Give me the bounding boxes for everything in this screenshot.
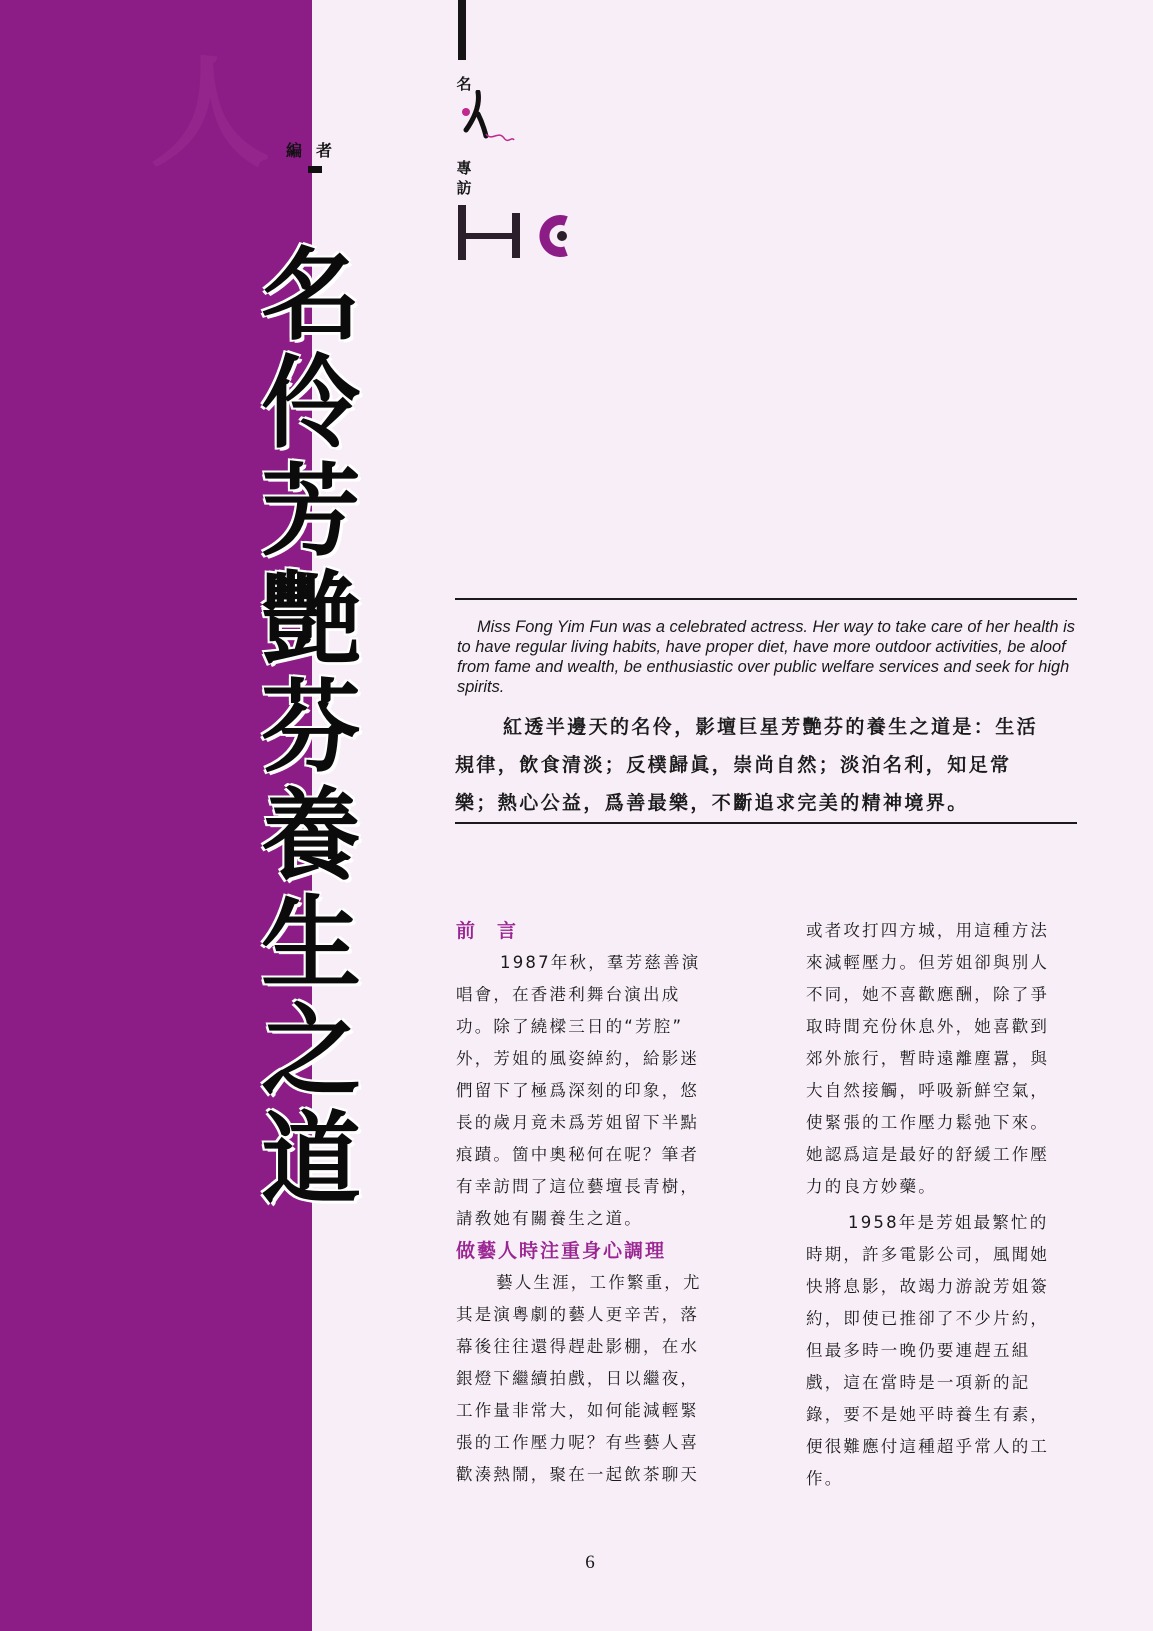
section-heading-intro: 前言 xyxy=(456,920,539,942)
logo-char-3: 專 xyxy=(456,159,472,177)
title-char: 養 xyxy=(261,777,361,894)
title-char: 道 xyxy=(261,1101,361,1218)
abstract-english: Miss Fong Yim Fun was a celebrated actress. Her way to take care of her health is to have regular living habits, have proper diet, have more outdoor activities, be aloof from fame and wealth, be enthusiastic over public welfare services and seek for high spirits. xyxy=(457,618,1075,696)
abstract-line: 樂；熱心公益，爲善最樂，不斷追求完美的精神境界。 xyxy=(455,792,969,814)
editor-label: 編者 xyxy=(286,141,347,160)
body-line: 功。除了繞樑三日的“芳腔” xyxy=(456,1017,684,1036)
person-icon xyxy=(460,90,516,150)
body-line: 唱會，在香港利舞台演出成 xyxy=(456,985,681,1004)
body-line: 或者攻打四方城，用這種方法 xyxy=(806,921,1050,940)
article-title xyxy=(246,237,376,1218)
body-line: 戲，這在當時是一項新的記 xyxy=(806,1373,1031,1392)
body-line: 張的工作壓力呢？有些藝人喜 xyxy=(456,1433,700,1452)
body-line: 銀燈下繼續拍戲，日以繼夜， xyxy=(456,1369,700,1388)
logo-char-1: 名 xyxy=(456,75,472,93)
body-line: 錄，要不是她平時養生有素， xyxy=(806,1405,1050,1424)
body-line: 工作量非常大，如何能減輕緊 xyxy=(456,1401,700,1420)
body-line: 幕後往往還得趕赴影棚，在水 xyxy=(456,1337,700,1356)
title-char: 名 xyxy=(261,237,361,354)
body-line: 便很難應付這種超乎常人的工 xyxy=(806,1437,1050,1456)
body-line: 1958年是芳姐最繁忙的 xyxy=(848,1213,1049,1232)
abstract-line: 規律，飲食清淡；反樸歸眞，崇尚自然；淡泊名利，知足常 xyxy=(455,754,1012,776)
body-line: 們留下了極爲深刻的印象，悠 xyxy=(456,1081,700,1100)
body-line: 但最多時一晚仍要連趕五組 xyxy=(806,1341,1031,1360)
body-line: 約，即使已推卻了不少片約， xyxy=(806,1309,1050,1328)
body-line: 郊外旅行，暫時遠離塵囂，與 xyxy=(806,1049,1050,1068)
abstract-rule-bottom xyxy=(455,822,1077,824)
body-line: 快將息影，故竭力游說芳姐簽 xyxy=(806,1277,1050,1296)
body-line: 來減輕壓力。但芳姐卻與別人 xyxy=(806,953,1050,972)
column-logo xyxy=(456,0,586,270)
abstract-rule-top xyxy=(455,598,1077,600)
body-line: 1987年秋，羣芳慈善演 xyxy=(500,953,701,972)
body-line: 時期，許多電影公司，風聞她 xyxy=(806,1245,1050,1264)
title-char: 伶 xyxy=(261,345,361,462)
title-char: 芬 xyxy=(261,669,361,786)
logo-char-4: 訪 xyxy=(456,179,472,197)
abstract-line: 紅透半邊天的名伶，影壇巨星芳艷芬的養生之道是：生活 xyxy=(503,716,1039,738)
title-char: 生 xyxy=(261,885,361,1002)
body-column-right xyxy=(806,915,1088,1495)
body-line: 外，芳姐的風姿綽約，給影迷 xyxy=(456,1049,700,1068)
body-line: 有幸訪問了這位藝壇長青樹， xyxy=(456,1177,700,1196)
body-line: 大自然接觸，呼吸新鮮空氣， xyxy=(806,1081,1050,1100)
body-line: 歡湊熱鬧，聚在一起飲茶聊天 xyxy=(456,1465,700,1484)
watermark-character: 人 xyxy=(150,45,270,184)
body-line: 其是演粵劇的藝人更辛苦，落 xyxy=(456,1305,700,1324)
logo-bar-top xyxy=(458,0,466,60)
title-char: 艷 xyxy=(261,561,361,678)
body-line: 不同，她不喜歡應酬，除了爭 xyxy=(806,985,1050,1004)
title-char: 芳 xyxy=(261,453,361,570)
editor-credit xyxy=(286,138,346,178)
body-line: 她認爲這是最好的舒緩工作壓 xyxy=(806,1145,1050,1164)
body-line: 長的歲月竟未爲芳姐留下半點 xyxy=(456,1113,700,1132)
page-number: 6 xyxy=(585,1552,595,1573)
body-line: 使緊張的工作壓力鬆弛下來。 xyxy=(806,1113,1050,1132)
title-char: 之 xyxy=(261,993,361,1110)
body-line: 力的良方妙藥。 xyxy=(806,1177,937,1196)
hc-logo-icon xyxy=(466,213,586,258)
abstract-chinese xyxy=(455,708,1077,822)
body-line: 痕蹟。箇中奧秘何在呢？筆者 xyxy=(456,1145,700,1164)
logo-bar-bottom xyxy=(458,205,466,260)
body-line: 藝人生涯，工作繁重，尤 xyxy=(496,1273,702,1292)
section-heading-body-mind: 做藝人時注重身心調理 xyxy=(456,1240,667,1262)
body-line: 請敎她有關養生之道。 xyxy=(456,1209,643,1228)
body-line: 作。 xyxy=(806,1469,844,1488)
body-column-left xyxy=(456,915,736,1491)
editor-mark xyxy=(308,166,322,173)
body-line: 取時間充份休息外，她喜歡到 xyxy=(806,1017,1050,1036)
